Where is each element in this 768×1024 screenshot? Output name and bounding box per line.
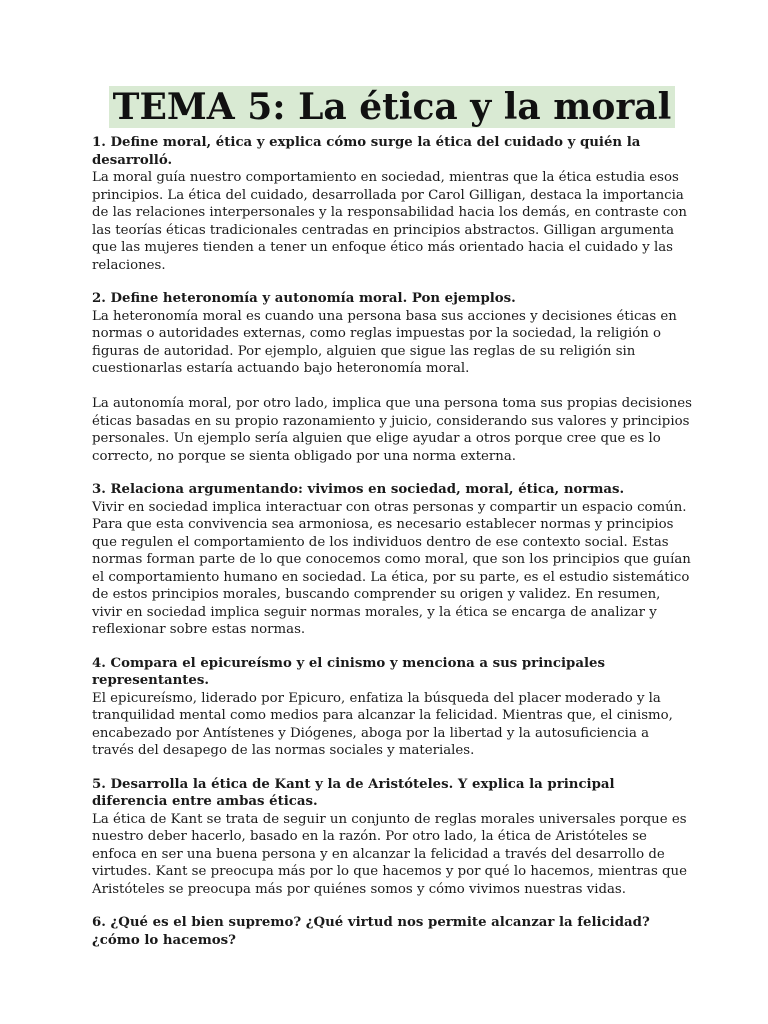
section-4 [92, 655, 692, 760]
question-heading: 4. Compara el epicureísmo y el cinismo y menciona a sus principales representantes. [92, 655, 605, 688]
question-heading: 5. Desarrolla la ética de Kant y la de Aristóteles. Y explica la principal diferencia entre ambas éticas. [92, 776, 615, 809]
answer-paragraph: La moral guía nuestro comportamiento en sociedad, mientras que la ética estudia esos principios. La ética del cuidado, desarrollada por Carol Gilligan, destaca la importancia de las relaciones interpersonales y la responsabilidad hacia los demás, en contraste con las teorías éticas tradicionales centradas en principios abstractos. Gilligan argumenta que las mujeres tienden a tener un enfoque ético más orientado hacia el cuidado y las relaciones. [92, 170, 687, 273]
answer-paragraph: La heteronomía moral es cuando una persona basa sus acciones y decisiones éticas en normas o autoridades externas, como reglas impuestas por la sociedad, la religión o figuras de autoridad. Por ejemplo, alguien que sigue las reglas de su religión sin cuestionarlas estaría actuando bajo heteronomía moral. [92, 308, 677, 376]
document-page [92, 86, 692, 965]
page-title: TEMA 5: La ética y la moral [109, 86, 676, 128]
question-heading: 1. Define moral, ética y explica cómo surge la ética del cuidado y quién la desarrolló. [92, 135, 641, 168]
question-heading: 6. ¿Qué es el bien supremo? ¿Qué virtud nos permite alcanzar la felicidad? ¿cómo lo hacemos? [92, 915, 650, 948]
question-heading: 3. Relaciona argumentando: vivimos en sociedad, moral, ética, normas. [92, 482, 625, 497]
answer-paragraph: Vivir en sociedad implica interactuar con otras personas y compartir un espacio común. Para que esta convivencia sea armoniosa, es necesario establecer normas y principios que regulen el comportamiento de los individuos dentro de ese contexto social. Estas normas forman parte de lo que conocemos como moral, que son los principios que guían el comportamiento humano en sociedad. La ética, por su parte, es el estudio sistemático de estos principios morales, buscando comprender su origen y validez. En resumen, vivir en sociedad implica seguir normas morales, y la ética se encarga de analizar y reflexionar sobre estas normas. [92, 499, 691, 637]
section-1 [92, 134, 692, 274]
answer-paragraph: El epicureísmo, liderado por Epicuro, enfatiza la búsqueda del placer moderado y la tranquilidad mental como medios para alcanzar la felicidad. Mientras que, el cinismo, encabezado por Antístenes y Diógenes, aboga por la libertad y la autosuficiencia a través del desapego de las normas sociales y materiales. [92, 690, 673, 758]
section-2 [92, 290, 692, 465]
answer-paragraph: La autonomía moral, por otro lado, implica que una persona toma sus propias decisiones éticas basadas en su propio razonamiento y juicio, considerando sus valores y principios personales. Un ejemplo sería alguien que elige ayudar a otros porque cree que es lo correcto, no porque se sienta obligado por una norma externa. [92, 396, 693, 464]
section-6 [92, 914, 692, 949]
answer-paragraph: La ética de Kant se trata de seguir un conjunto de reglas morales universales porque es nuestro deber hacerlo, basado en la razón. Por otro lado, la ética de Aristóteles se enfoca en ser una buena persona y en alcanzar la felicidad a través del desarrollo de virtudes. Kant se preocupa más por lo que hacemos y por qué lo hacemos, mientras que Aristóteles se preocupa más por quiénes somos y cómo vivimos nuestras vidas. [92, 811, 687, 897]
question-heading: 2. Define heteronomía y autonomía moral. Pon ejemplos. [92, 291, 516, 306]
section-5 [92, 776, 692, 899]
section-3 [92, 481, 692, 639]
title-wrap [92, 86, 692, 128]
